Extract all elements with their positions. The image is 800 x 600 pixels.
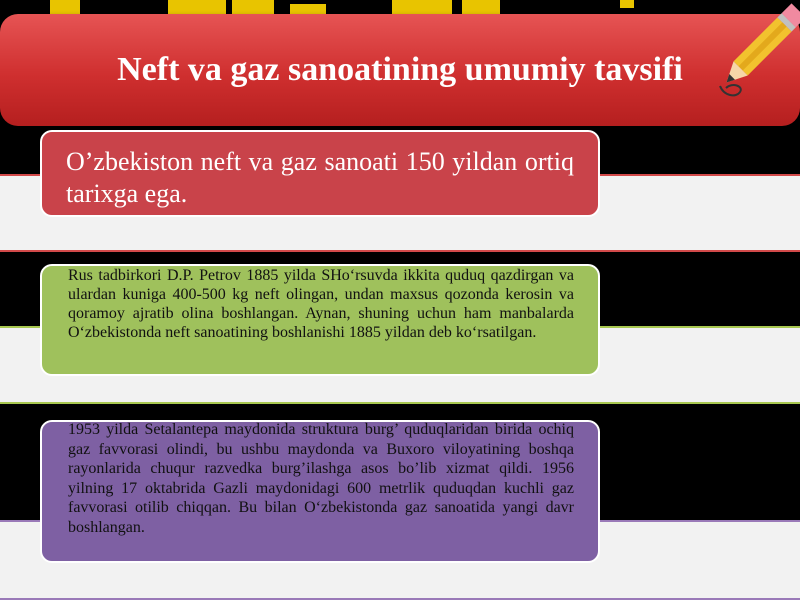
intro-text: O’zbekiston neft va gaz sanoati 150 yildan ortiq tarixga ega. [66,147,574,208]
gas-history-text: 1953 yilda Setalantepa maydonida struktura burg’ quduqlaridan birida ochiq gaz favvorasi olindi, bu ushbu maydonda va Buxoro viloyatining boshqa rayonlarida chuqur razvedka burg’ilashga asos bo’lib xizmat qildi. 1956 yilning 17 oktabrida Gazli maydonidagi 600 metrlik quduqdan kuchli gaz favvorasi otilib chiqqan. Bu bilan O‘zbekistonda gaz sanoatida yangi davr boshlangan. [68,421,574,536]
slide-title: Neft va gaz sanoatining umumiy tavsifi [117,51,683,88]
pencil-icon [718,0,800,100]
history-text: Rus tadbirkori D.P. Petrov 1885 yilda SHo‘rsuvda ikkita quduq qazdirgan va ulardan kuniga 400-500 kg neft olingan, undan maxsus qozonda kerosin va qoramoy ajratib olina boshlangan. Aynan, shuning uchun ham manbalarda O‘zbekistonda neft sanoatining boshlanishi 1885 yildan deb ko‘rsatilgan. [68,267,574,341]
intro-box [40,130,600,217]
history-box [40,264,600,376]
gas-history-box [40,420,600,563]
